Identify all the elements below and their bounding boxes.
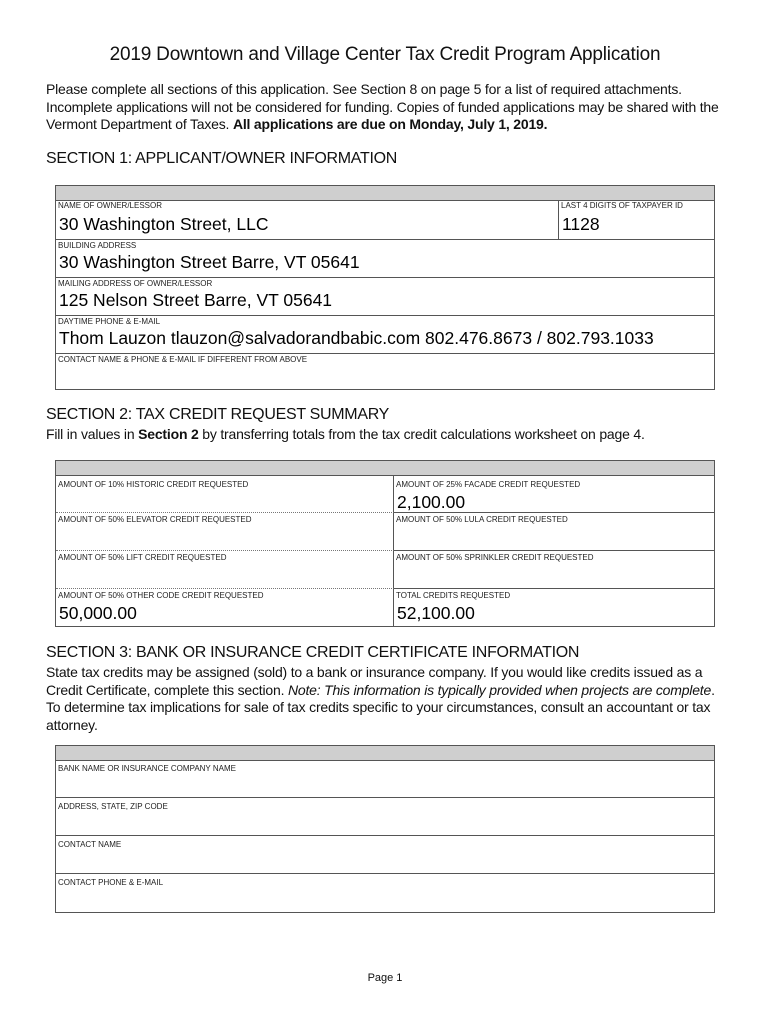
- taxpayer-id-label: LAST 4 DIGITS OF TAXPAYER ID: [561, 201, 683, 210]
- section2-sub-pre: Fill in values in: [46, 426, 135, 442]
- owner-name-label: NAME OF OWNER/LESSOR: [58, 201, 163, 210]
- total-credits-value: 52,100.00: [397, 603, 475, 623]
- section1-title: SECTION 1: APPLICANT/OWNER INFORMATION: [46, 150, 398, 167]
- taxpayer-id-value: 1128: [562, 214, 600, 234]
- daytime-phone-value: Thom Lauzon tlauzon@salvadorandbabic.com 802.476.8673 / 802.793.1033: [59, 328, 654, 348]
- total-credits-field[interactable]: [394, 589, 714, 626]
- section2-instructions: [46, 426, 726, 444]
- taxpayer-id-field[interactable]: [559, 200, 714, 240]
- elevator-credit-label: AMOUNT OF 50% ELEVATOR CREDIT REQUESTED: [58, 515, 252, 524]
- facade-credit-label: AMOUNT OF 25% FACADE CREDIT REQUESTED: [396, 480, 581, 489]
- bank-contact-name-field[interactable]: [56, 836, 714, 874]
- section3-instructions: [46, 664, 726, 734]
- section1-header-bar: [56, 186, 714, 201]
- lula-credit-label: AMOUNT OF 50% LULA CREDIT REQUESTED: [396, 515, 568, 524]
- lift-credit-field[interactable]: [56, 551, 394, 589]
- section3-sub-post: . To determine tax implications for sale of tax credits specific to your circumstances, consult an accountant or tax attorney.: [46, 681, 715, 733]
- building-address-value: 30 Washington Street Barre, VT 05641: [59, 252, 360, 272]
- bank-contact-phone-label: CONTACT PHONE & E-MAIL: [58, 878, 164, 887]
- bank-address-label: ADDRESS, STATE, ZIP CODE: [58, 802, 168, 811]
- page-number: Page 1: [367, 972, 403, 984]
- section2-form: [55, 460, 715, 627]
- section1-form: [55, 185, 715, 390]
- other-code-credit-value: 50,000.00: [59, 603, 137, 623]
- section3-form: [55, 745, 715, 913]
- intro-text: Please complete all sections of this application. See Section 8 on page 5 for a list of required attachments. Incomplete applications will not be considered for funding. Copies of funded applications may be shared with the Vermont Department of Taxes.: [46, 81, 719, 132]
- section3-title: SECTION 3: BANK OR INSURANCE CREDIT CERTIFICATE INFORMATION: [46, 644, 580, 661]
- owner-name-value: 30 Washington Street, LLC: [59, 214, 269, 234]
- section2-title: SECTION 2: TAX CREDIT REQUEST SUMMARY: [46, 406, 390, 423]
- historic-credit-label: AMOUNT OF 10% HISTORIC CREDIT REQUESTED: [58, 480, 249, 489]
- section3-header-bar: [56, 746, 714, 761]
- contact-label: CONTACT NAME & PHONE & E-MAIL IF DIFFERENT FROM ABOVE: [58, 355, 308, 364]
- other-code-credit-field[interactable]: [56, 589, 394, 626]
- facade-credit-value: 2,100.00: [397, 492, 466, 512]
- bank-contact-phone-field[interactable]: [56, 874, 714, 912]
- mailing-address-label: MAILING ADDRESS OF OWNER/LESSOR: [58, 279, 213, 288]
- total-credits-label: TOTAL CREDITS REQUESTED: [396, 591, 511, 600]
- section3-sub-italic: Note: This information is typically provided when projects are complete: [287, 681, 712, 698]
- section2-sub-post: by transferring totals from the tax credit calculations worksheet on page 4.: [202, 426, 645, 442]
- mailing-address-value: 125 Nelson Street Barre, VT 05641: [59, 290, 333, 310]
- historic-credit-field[interactable]: [56, 475, 394, 513]
- facade-credit-field[interactable]: [394, 475, 714, 513]
- section2-header-bar: [56, 461, 714, 476]
- bank-address-field[interactable]: [56, 798, 714, 836]
- bank-contact-name-label: CONTACT NAME: [58, 840, 122, 849]
- building-address-field[interactable]: [56, 240, 714, 278]
- bank-name-label: BANK NAME OR INSURANCE COMPANY NAME: [58, 764, 236, 773]
- other-code-credit-label: AMOUNT OF 50% OTHER CODE CREDIT REQUESTED: [58, 591, 264, 600]
- daytime-phone-field[interactable]: [56, 316, 714, 354]
- page-title: 2019 Downtown and Village Center Tax Credit Program Application: [109, 44, 661, 65]
- elevator-credit-field[interactable]: [56, 513, 394, 551]
- owner-name-field[interactable]: [56, 200, 559, 240]
- lula-credit-field[interactable]: [394, 513, 714, 551]
- intro-due-date: All applications are due on Monday, July 1, 2019.: [232, 116, 548, 132]
- lift-credit-label: AMOUNT OF 50% LIFT CREDIT REQUESTED: [58, 553, 227, 562]
- bank-name-field[interactable]: [56, 760, 714, 798]
- sprinkler-credit-field[interactable]: [394, 551, 714, 589]
- daytime-phone-label: DAYTIME PHONE & E-MAIL: [58, 317, 161, 326]
- section2-sub-bold: Section 2: [138, 426, 199, 442]
- sprinkler-credit-label: AMOUNT OF 50% SPRINKLER CREDIT REQUESTED: [396, 553, 594, 562]
- contact-field[interactable]: [56, 354, 714, 389]
- intro-paragraph: [46, 81, 726, 134]
- mailing-address-field[interactable]: [56, 278, 714, 316]
- section3-sub-pre: State tax credits may be assigned (sold) to a bank or insurance company. If you would like credits issued as a Credit Certificate, complete this section.: [46, 664, 703, 698]
- building-address-label: BUILDING ADDRESS: [58, 241, 137, 250]
